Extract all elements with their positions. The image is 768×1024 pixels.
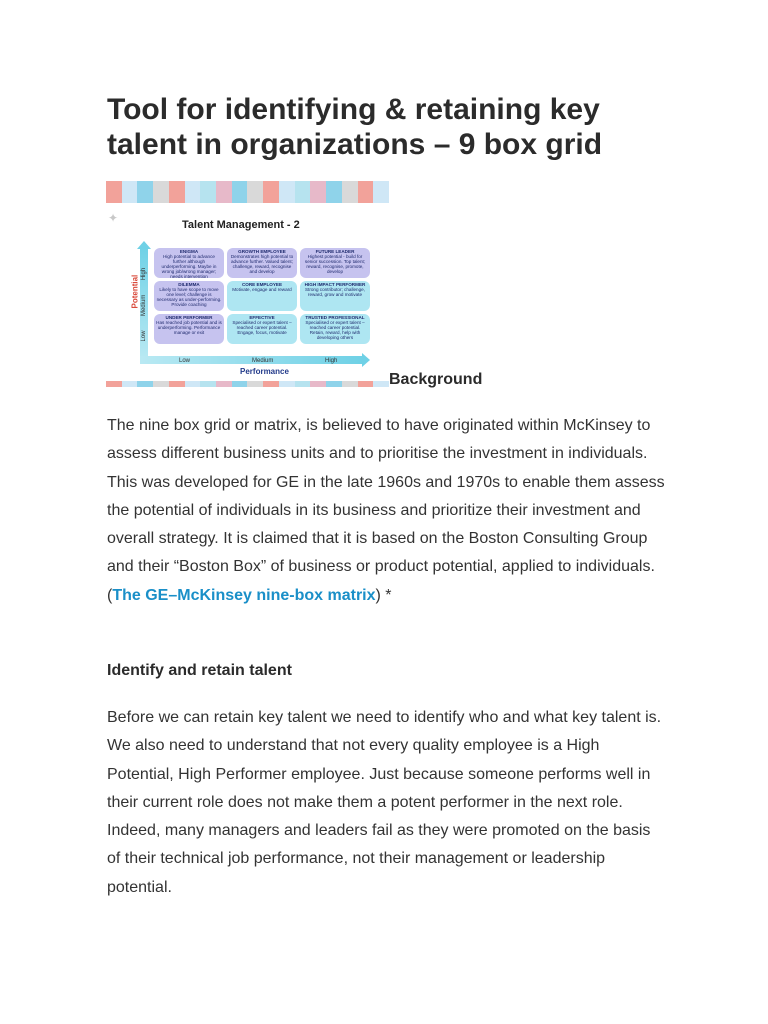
stripe-segment [122, 381, 138, 387]
grid-cell-title: GROWTH EMPLOYEE [238, 249, 286, 254]
stripe-segment [153, 381, 169, 387]
stripe-segment [106, 381, 122, 387]
paragraph-origin-text: The nine box grid or matrix, is believed to have originated within McKinsey to assess different business units and to prioritise the investment in individuals. This was developed for GE in the late 1960s and 1970s to enable them assess the potential of individuals in its business and prioritize their investment and overall strategy. It is claimed that it is based on the Boston Consulting Group and their “Boston Box” of business or product potential, applied to individuals. ( [107, 417, 665, 604]
grid-cell-description: Demonstrates high potential to advance further. Valued talent; challenge, reward, recognise and develop [230, 254, 294, 274]
decorative-stripe-top [106, 181, 389, 203]
stripe-segment [122, 181, 138, 203]
grid-cell-description: Specialised or expert talent – reached career potential. Retain, reward, help with developing others [305, 320, 365, 340]
identify-heading: Identify and retain talent [107, 662, 292, 679]
stripe-segment [137, 381, 153, 387]
y-axis-label: Potential [130, 274, 140, 309]
y-tick-low: Low [141, 330, 147, 342]
stripe-segment [373, 381, 389, 387]
slide-title: Talent Management - 2 [182, 219, 300, 231]
x-axis-label: Performance [240, 367, 289, 376]
stripe-segment [310, 181, 326, 203]
stripe-segment [295, 381, 311, 387]
stripe-segment [169, 181, 185, 203]
stripe-segment [263, 181, 279, 203]
stripe-segment [200, 181, 216, 203]
grid-cell [300, 281, 370, 311]
x-tick-low: Low [179, 358, 191, 364]
stripe-segment [326, 381, 342, 387]
stripe-segment [263, 381, 279, 387]
stripe-segment [106, 181, 122, 203]
stripe-segment [247, 381, 263, 387]
stripe-segment [169, 381, 185, 387]
stripe-segment [137, 181, 153, 203]
grid-cell [154, 248, 224, 278]
stripe-segment [279, 181, 295, 203]
y-tick-high: High [141, 267, 147, 281]
stripe-segment [358, 381, 374, 387]
talent-grid-figure [106, 181, 389, 387]
grid-cell [300, 248, 370, 278]
paragraph-origin [107, 412, 667, 610]
grid-cell-description: Likely to have scope to move one level; challenge is necessary as under-performing. Provide coaching [156, 287, 222, 307]
stripe-segment [247, 181, 263, 203]
paragraph-identify: Before we can retain key talent we need to identify who and what key talent is. We also need to understand that not every quality employee is a High Potential, High Performer employee. Just because someone performs well in their current role does not make them a potent performer in the next role. Indeed, many managers and leaders fail as they were promoted on the basis of their technical job performance, not their management or leadership potential. [107, 709, 662, 896]
grid-cell-title: EFFECTIVE [249, 315, 275, 320]
grid-cell-description: Highest potential - build for senior succession. Top talent; reward, recognise, promote, develop [304, 254, 366, 274]
grid-cell [154, 281, 224, 311]
grid-cell [227, 248, 297, 278]
stripe-segment [342, 381, 358, 387]
grid-cell-description: Strong contributor; challenge, reward, grow and motivate [304, 287, 365, 297]
grid-cell-description: Has reached job potential and is underperforming. Performance manage or exit [156, 320, 222, 335]
grid-cell-description: High potential to advance further although underperforming. Maybe in wrong job/wrong manager; needs intervention [161, 254, 217, 278]
stripe-segment [279, 381, 295, 387]
x-tick-high: High [325, 358, 338, 364]
grid-cell [227, 281, 297, 311]
grid-cell [154, 314, 224, 344]
grid-cell-title: TRUSTED PROFESSIONAL [305, 315, 365, 320]
stripe-segment [185, 181, 201, 203]
grid-cell-description: Motivate, engage and reward [232, 287, 292, 292]
grid-cell-title: DILEMMA [178, 282, 200, 287]
grid-cell-title: ENIGMA [179, 249, 199, 254]
grid-cell-title: CORE EMPLOYEE [241, 282, 283, 287]
stripe-segment [232, 181, 248, 203]
stripe-segment [216, 381, 232, 387]
stripe-segment [326, 181, 342, 203]
stripe-segment [216, 181, 232, 203]
stripe-segment [295, 181, 311, 203]
stripe-segment [232, 381, 248, 387]
paragraph-origin-tail: ) * [375, 586, 392, 604]
page-title: Tool for identifying & retaining key talent in organizations – 9 box grid [107, 93, 603, 161]
stripe-segment [373, 181, 389, 203]
stripe-segment [153, 181, 169, 203]
grid-cell [300, 314, 370, 344]
background-heading: Background [389, 371, 483, 388]
y-tick-medium: Medium [141, 294, 147, 316]
decorative-stripe-bottom [106, 381, 389, 387]
slide-logo-icon: ✦ [108, 211, 119, 225]
grid-cell-description: Specialised or expert talent – reached career potential. Engage, focus, motivate [232, 320, 292, 335]
stripe-segment [342, 181, 358, 203]
ge-mckinsey-link[interactable]: The GE–McKinsey nine-box matrix [112, 586, 376, 604]
stripe-segment [200, 381, 216, 387]
grid-cell [227, 314, 297, 344]
grid-cell-title: HIGH IMPACT PERFORMER [304, 282, 366, 287]
grid-cell-title: UNDER PERFORMER [165, 315, 213, 320]
stripe-segment [310, 381, 326, 387]
grid-cell-title: FUTURE LEADER [315, 249, 355, 254]
x-tick-medium: Medium [252, 358, 274, 364]
stripe-segment [185, 381, 201, 387]
stripe-segment [358, 181, 374, 203]
